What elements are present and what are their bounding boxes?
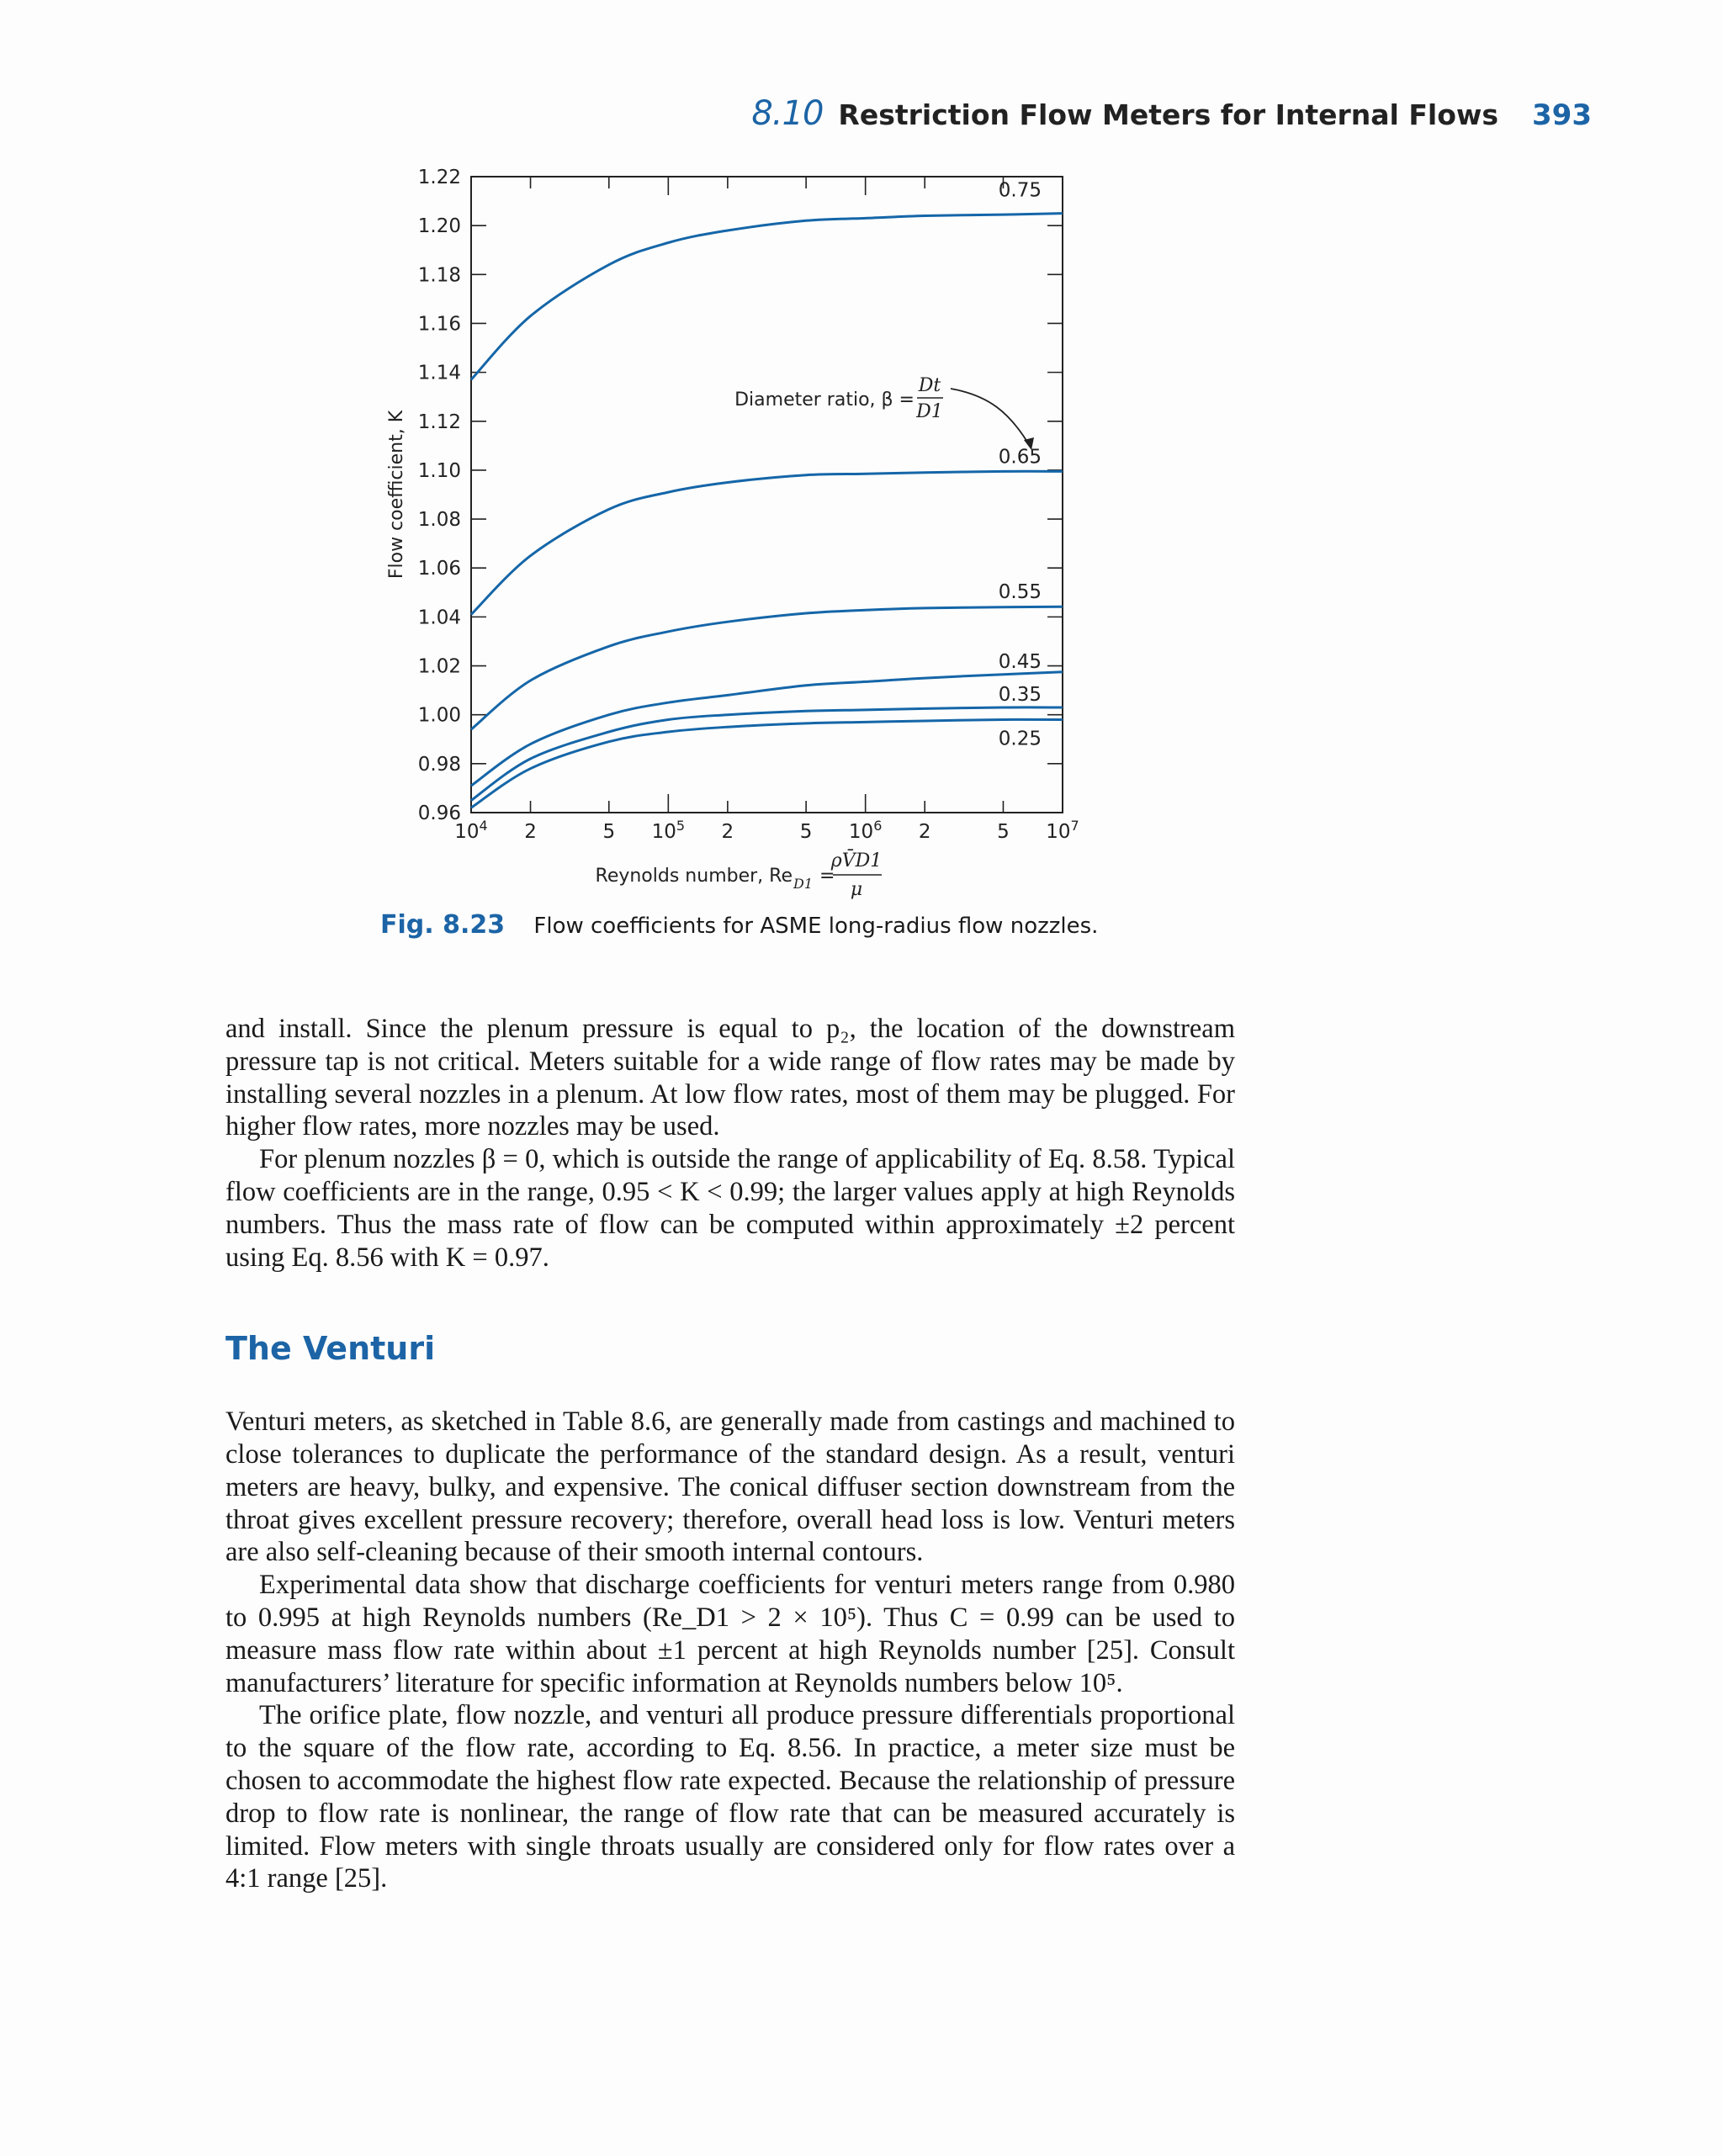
x-tick-label: $10^6$ xyxy=(848,818,883,843)
y-tick-label: 0.96 xyxy=(417,803,461,824)
x-tick-label: 2 xyxy=(918,821,931,843)
annotation-numerator: Dt xyxy=(918,375,941,396)
plot-frame xyxy=(471,177,1063,813)
section-number: 8.10 xyxy=(751,94,824,133)
x-axis-formula-numerator: ρV̄D1 xyxy=(830,850,883,871)
y-tick-label: 1.04 xyxy=(417,607,461,629)
y-tick-label: 1.12 xyxy=(417,411,461,433)
y-tick-label: 1.20 xyxy=(417,215,461,238)
y-tick-label: 1.18 xyxy=(417,264,461,287)
series-label: 0.25 xyxy=(998,728,1042,750)
section-title: Restriction Flow Meters for Internal Flows xyxy=(838,98,1499,131)
section-heading: The Venturi xyxy=(225,1330,436,1368)
y-tick-label: 1.22 xyxy=(417,167,461,188)
paragraph: and install. Since the plenum pressure is equal to p₂, the location of the downstream pressure tap is not critical. Meters suitable for a wide range of flow rates may be made by installing several nozzles in a plenum. At low flow rates, most of them may be plugged. For higher flow rates, more nozzles may be used. xyxy=(225,1014,1235,1142)
series-label: 0.55 xyxy=(998,581,1042,604)
x-tick-label: $10^7$ xyxy=(1046,818,1079,843)
body-text xyxy=(225,1013,1235,1895)
x-tick-label: 2 xyxy=(524,821,537,843)
figure-8-23 xyxy=(370,160,1127,951)
y-tick-label: 1.10 xyxy=(417,459,461,482)
running-head xyxy=(751,94,1592,133)
x-axis-label-subscript: D1 xyxy=(793,876,814,892)
series-label: 0.65 xyxy=(998,446,1042,469)
y-tick-label: 1.02 xyxy=(417,655,461,678)
paragraph: Venturi meters, as sketched in Table 8.6, are generally made from castings and machined to close tolerances to duplicate the performance of the standard design. As a result, venturi meters are heavy, bulky, and expensive. The conical diffuser section downstream from the throat gives excellent pressure recovery; therefore, overall head loss is low. Venturi meters are also self-cleaning because of their smooth internal contours. xyxy=(225,1406,1235,1568)
y-tick-label: 1.16 xyxy=(417,313,461,336)
caption-text: Flow coefficients for ASME long-radius flow nozzles. xyxy=(533,914,1099,939)
x-axis-label: Reynolds number, Re xyxy=(595,866,793,887)
page-number: 393 xyxy=(1532,98,1592,132)
annotation-arrow xyxy=(951,389,1030,446)
y-tick-label: 1.14 xyxy=(417,362,461,384)
paragraph: Experimental data show that discharge coefficients for venturi meters range from 0.980 to 0.995 at high Reynolds numbers (Re_D1 > 2 × 10⁵). Thus C = 0.99 can be used to measure mass flow rate within about ±1 percent at high Reynolds number [25]. Consult manufacturers’ literature for specific information at Reynolds numbers below 10⁵. xyxy=(225,1570,1235,1698)
paragraph: The orifice plate, flow nozzle, and venturi all produce pressure differentials proportional to the square of the flow rate, according to Eq. 8.56. In practice, a meter size must be chosen to accommodate the highest flow rate expected. Because the relationship of pressure drop to flow rate is nonlinear, the range of flow rate that can be measured accurately is limited. Flow meters with single throats usually are considered only for flow rates over a 4:1 range [25]. xyxy=(225,1700,1235,1894)
y-tick-label: 0.98 xyxy=(417,753,461,776)
series-line-beta-0_25 xyxy=(471,719,1063,808)
paragraph: For plenum nozzles β = 0, which is outside the range of applicability of Eq. 8.58. Typical flow coefficients are in the range, 0.95 < K < 0.99; the larger values apply at high Reynolds numbers. Thus the mass rate of flow can be computed within approximately ±2 percent using Eq. 8.56 with K = 0.97. xyxy=(225,1144,1235,1273)
series-label: 0.35 xyxy=(998,683,1042,706)
series-line-beta-0_75 xyxy=(471,214,1063,380)
x-tick-label: $10^5$ xyxy=(651,818,686,843)
x-axis-equals: = xyxy=(819,866,835,887)
series-line-beta-0_55 xyxy=(471,607,1063,729)
x-tick-label: 2 xyxy=(721,821,734,843)
series-label: 0.75 xyxy=(998,179,1042,202)
x-tick-label: 5 xyxy=(997,821,1010,843)
x-tick-label: $10^4$ xyxy=(454,818,488,843)
y-tick-label: 1.00 xyxy=(417,704,461,727)
series-line-beta-0_65 xyxy=(471,471,1063,614)
caption-label: Fig. 8.23 xyxy=(380,910,506,940)
x-tick-label: 5 xyxy=(799,821,813,843)
annotation-denominator: D1 xyxy=(916,401,943,422)
series-label: 0.45 xyxy=(998,650,1042,673)
figure-caption xyxy=(380,910,1098,940)
y-tick-label: 1.08 xyxy=(417,509,461,532)
x-axis-formula-denominator: μ xyxy=(850,879,863,900)
y-axis-label: Flow coefficient, K xyxy=(386,410,407,580)
x-tick-label: 5 xyxy=(602,821,616,843)
annotation-text: Diameter ratio, β = xyxy=(734,389,915,411)
series-line-beta-0_45 xyxy=(471,672,1063,786)
y-tick-label: 1.06 xyxy=(417,558,461,580)
flow-coefficient-chart xyxy=(370,160,1127,900)
